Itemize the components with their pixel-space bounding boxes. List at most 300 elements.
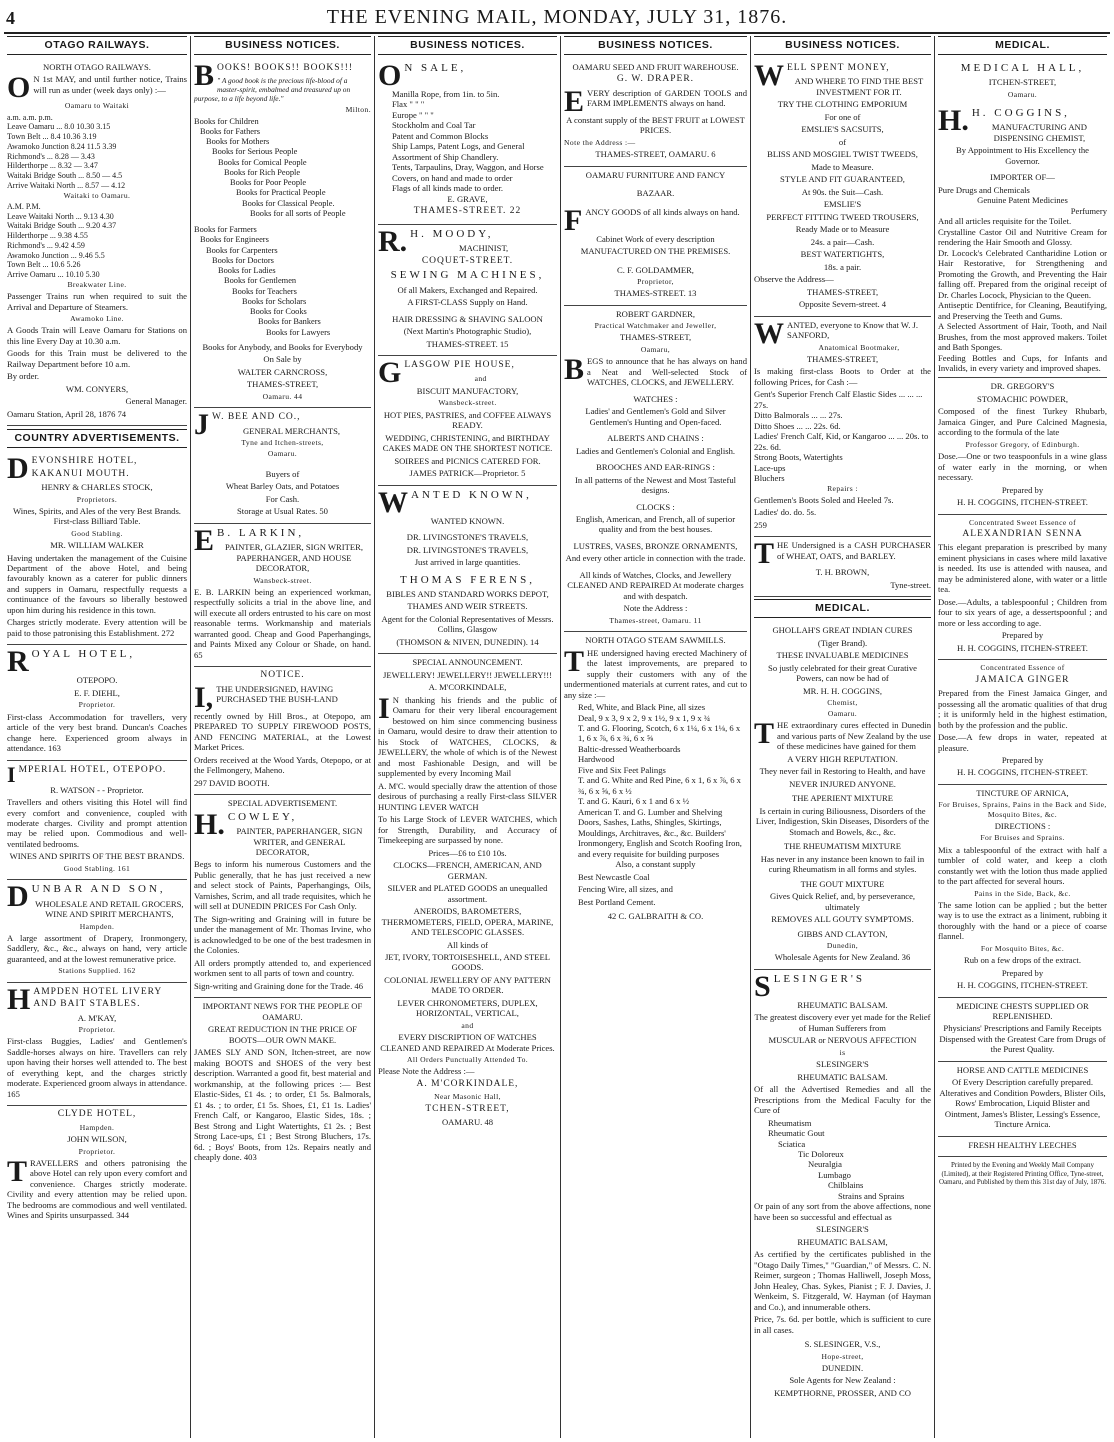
ad-title: NORTH OTAGO RAILWAYS.	[43, 61, 151, 72]
ad-text: Charges strictly moderate. Every attention will be paid to those patronising this Establishment. 272	[7, 617, 187, 638]
drop-cap: O	[378, 58, 402, 92]
ad-text: Good Stabling.	[71, 528, 123, 538]
ad-date: Oamaru Station, April 28, 1876 74	[7, 408, 127, 419]
ad-text: SILVER and PLATED GOODS an unequalled assortment.	[387, 883, 548, 904]
ad-text: BLISS AND MOSGIEL TWIST TWEEDS,	[767, 149, 918, 160]
ad-text: ANCY GOODS of all kinds always on hand.	[585, 206, 740, 217]
ad-role: Proprietor.	[78, 700, 116, 710]
ad-street: ITCHEN-STREET,	[988, 77, 1057, 88]
ad-text: EMSLIE'S	[823, 199, 862, 210]
subheading: Awamoko Line.	[70, 314, 124, 323]
ad-heading: THE APERIENT MIXTURE	[791, 793, 894, 804]
masthead-title: THE EVENING MAIL, MONDAY, JULY 31, 1876.	[326, 6, 788, 28]
list-item: Ditto Shoes ... ... 22s. 6d.	[754, 420, 841, 431]
ad-text: This elegant preparation is prescribed by many eminent physicians in cases where mild laxative is needed. Its use is attended with nausea, and may be administered alone, with water or a little tea.	[938, 542, 1107, 595]
ad-title: TINCTURE OF ARNICA,	[976, 787, 1069, 798]
ad-subtitle: (Tiger Brand).	[817, 637, 868, 648]
ad-text: Sign-writing and Graining done for the Trade. 46	[194, 980, 363, 991]
ad-text: As certified by the certificates published in the "Otago Daily Times," "Guardian," of Messrs. C. N. Reimer, surgeon ; Thomas Halliwell, Joseph Moss, John Healey, Chas. Sykes, Pianist ; F. J. Davies, J. Wenkeim, S. Fitzgerald, W. Hayman (of Hayman and Co.), and innumerable others.	[754, 1249, 931, 1312]
ad-books	[194, 59, 371, 408]
ad-place: OTEPOPO.	[76, 675, 118, 686]
ad-text: and	[474, 373, 487, 383]
ad-owner: WALTER CARNCROSS,	[237, 366, 328, 377]
drop-cap: R	[7, 645, 29, 679]
list-item: Books for Ladies	[218, 266, 276, 276]
ad-owner: JOHN WILSON,	[67, 1134, 127, 1145]
ad-place: Oamaru. 44	[262, 391, 303, 401]
ad-ghollah-cures	[754, 622, 931, 970]
list-item: Strong Boots, Watertights	[754, 452, 843, 463]
ad-subtitle: Practical Watchmaker and Jeweller,	[594, 321, 717, 331]
ad-text: English, American, and French, all of superior quality and from the best houses.	[575, 514, 736, 535]
ad-place: Hampden.	[79, 921, 115, 931]
ad-title: OOKS! BOOKS!! BOOKS!!!	[217, 62, 354, 73]
timetable-heading: Oamaru to Waitaki	[64, 101, 130, 111]
ad-text: Stations Supplied. 162	[58, 966, 136, 976]
ad-text: Fencing Wire, all sizes, and	[578, 884, 673, 895]
ad-horse-cattle	[938, 1062, 1107, 1137]
ad-heading: BROOCHES AND EAR-RINGS :	[596, 462, 715, 473]
list-item: Books for all sorts of People	[250, 208, 346, 218]
section-header: COUNTRY ADVERTISEMENTS.	[7, 429, 187, 448]
ad-heading: RHEUMATIC BALSAM.	[797, 1071, 888, 1082]
ad-text: Observe the Address—	[754, 274, 834, 285]
ad-place: Hampden.	[79, 1122, 115, 1132]
list-item: Feeding Bottles and Cups, for Infants and Invalids, in every variety and improved shapes.	[938, 352, 1107, 373]
ad-street: THAMES-STREET. 22	[413, 206, 522, 217]
timetable-row: Hilderthorpe ... 9.38 4.55	[7, 231, 88, 241]
ad-heading: SLESINGER'S	[816, 1224, 869, 1235]
ad-street: Thames-street, Oamaru. 11	[609, 615, 702, 625]
list-item: Books for Poor People	[230, 178, 307, 188]
timetable-row: Waitaki Bridge South ... 9.20 4.37	[7, 221, 117, 231]
ad-text: The Sign-writing and Graining will in future be under the management of Mr. Thomas Irvine, who is acknowledged to be one of the best tradesmen in the Colonies.	[194, 913, 371, 956]
ad-text: Prepared from the Finest Jamaica Ginger, and possessing all the aromatic qualities of that drug ; it is uniformly held in the highest estimation, both by the profession and the public.	[938, 688, 1107, 730]
ad-place: Dunedin,	[826, 941, 859, 951]
list-item: Books for Classical People.	[242, 198, 335, 208]
ad-text: In all patterns of the Newest and Most Tasteful designs.	[574, 474, 737, 496]
ad-signature: 297 DAVID BOOTH.	[194, 777, 270, 788]
ad-text: A large assortment of Drapery, Ironmongery, Saddlery, &c., &c., always on hand, very article guaranteed, and at the lowest remunerative price.	[7, 932, 187, 964]
ad-text: CLOCKS—FRENCH, AMERICAN, AND GERMAN.	[393, 860, 542, 881]
ad-slesinger-balsam	[754, 970, 931, 1404]
drop-cap: E	[194, 523, 215, 557]
list-item: Books for Children	[194, 116, 259, 126]
ad-jamaica-ginger	[938, 660, 1107, 785]
ad-text: For Cash.	[265, 493, 300, 504]
ad-subtitle: PAINTER, GLAZIER, SIGN WRITER, PAPERHANGER, AND HOUSE DECORATOR,	[225, 542, 363, 574]
ad-text: Ladies' and Gentlemen's Gold and Silver Gentlemen's Hunting and Open-faced.	[585, 406, 726, 427]
ad-title: CLYDE HOTEL,	[57, 1109, 137, 1120]
ad-heading: CLOCKS :	[636, 501, 675, 512]
ad-title: EVONSHIRE HOTEL, KAKANUI MOUTH.	[31, 455, 138, 479]
timetable-row: Richmond's ... 9.42 4.59	[7, 240, 85, 250]
ad-title: H. MOODY,	[410, 227, 494, 240]
drop-cap: W	[754, 316, 784, 350]
list-item: Ship Lamps, Patent Logs, and General Assortment of Ship Chandlery.	[392, 141, 525, 162]
ad-heading: RHEUMATIC BALSAM,	[797, 1236, 888, 1247]
ad-place: Oamaru.	[267, 449, 298, 459]
ad-text: Also, a constant supply	[615, 859, 696, 870]
ad-text: Having undertaken the management of the Cuisine Department of the above Hotel, and being favourably known as a caterer for public dinners and suppers in Oamaru, respectfully requests a continuance of the favours so liberally bestowed upon him during his residence in this town.	[7, 552, 187, 615]
ad-text: VERY description of GARDEN TOOLS and FARM IMPLEMENTS always on hand.	[587, 87, 747, 109]
ad-street: Wansbeck-street.	[438, 398, 497, 408]
list-item: Pure Drugs and Chemicals	[938, 184, 1030, 195]
ad-title: W. BEE AND CO.,	[212, 412, 301, 423]
list-item: Chilblains	[828, 1180, 864, 1191]
ad-bee-and-co	[194, 408, 371, 524]
ad-heading: IMPORTER OF—	[990, 172, 1055, 183]
list-item: Lumbago	[818, 1169, 851, 1180]
ad-street: THAMES-STREET,	[619, 332, 692, 343]
newspaper-columns	[4, 36, 1110, 1438]
list-item: Books for Engineers	[200, 235, 269, 245]
ad-title: THE UNDERSIGNED, HAVING PURCHASED THE BUSH-LAND	[216, 683, 338, 705]
ad-title: OYAL HOTEL,	[31, 648, 136, 661]
ad-text: And every other article in connection with the trade.	[565, 553, 746, 564]
list-item: Ladies' do. do. 5s.	[754, 507, 817, 518]
ad-alexandrian-senna	[938, 515, 1107, 661]
ad-dunbar	[7, 880, 187, 982]
ad-text: Orders received at the Wood Yards, Otepopo, or at the Fellmongery, Maheno.	[194, 754, 371, 776]
timetable-row: Arrive Oamaru ... 10.10 5.30	[7, 270, 100, 280]
drop-cap: H.	[194, 807, 225, 841]
list-item: Five and Six Feet Palings	[578, 764, 666, 775]
timetable-row: Town Belt ... 10.6 5.26	[7, 260, 81, 270]
ad-furniture-bazaar	[564, 167, 747, 306]
timetable-row: Awamoko Junction ... 9.46 5.5	[7, 250, 105, 260]
drop-cap: T	[7, 1154, 28, 1188]
ad-hampden-hotel	[7, 983, 187, 1107]
ad-text: ANEROIDS, BAROMETERS, THERMOMETERS, FIELD, OPERA, MARINE, AND TELESCOPIC GLASSES.	[381, 906, 554, 938]
list-item: Doors, Sashes, Laths, Shingles, Skirtings, Mouldings, Architraves, &c., &c. Builders' Ironmongery, English and Scotch Roofing Iron, and every requisite for building purposes	[578, 817, 742, 859]
ad-street: Tyne-street.	[890, 579, 931, 590]
ad-street: TCHEN-STREET,	[425, 1103, 510, 1114]
ad-text: and	[461, 1020, 474, 1030]
ad-role: Proprietor.	[78, 1146, 116, 1156]
ad-text: Wheat Barley Oats, and Potatoes	[225, 481, 340, 492]
list-item: Books for Bankers	[258, 317, 321, 327]
ad-owner: H. COGGINS,	[971, 106, 1070, 119]
list-item: Books for Teachers	[232, 286, 297, 296]
list-item: Books for Farmers	[194, 225, 257, 235]
ad-subtitle: GREAT REDUCTION IN THE PRICE OF BOOTS—OUR OWN MAKE.	[208, 1024, 357, 1045]
ad-owner: JAMES PATRICK—Proprietor. 5	[409, 468, 526, 479]
ad-text: Buyers of	[265, 468, 300, 479]
ad-subtitle: BISCUIT MANUFACTORY,	[416, 386, 519, 396]
list-item: Perfumery	[1070, 205, 1107, 216]
ad-text: Prepared by	[1001, 484, 1044, 495]
drop-cap: H.	[938, 103, 969, 137]
ad-text: Note the Address :	[623, 603, 688, 614]
list-item: Books for Carpenters	[206, 245, 278, 255]
ad-subheading: For Bruises and Sprains.	[980, 833, 1065, 843]
ad-text: Wholesale Agents for New Zealand. 36	[774, 952, 911, 963]
ad-heading: HAIR DRESSING & SHAVING SALOON	[392, 313, 543, 324]
ad-title: ANTED KNOWN,	[411, 488, 532, 501]
ad-text: A FIRST-CLASS Supply on Hand.	[407, 297, 528, 308]
ad-heading: SPECIAL ANNOUNCEMENT.	[412, 657, 523, 668]
timetable-row: Waitaki Bridge South ... 8.50 — 4.5	[7, 171, 123, 181]
subheading: Breakwater Line.	[67, 279, 127, 289]
section-header: OTAGO RAILWAYS.	[7, 36, 187, 55]
list-item: Europe " " "	[392, 109, 434, 120]
drop-cap: O	[7, 71, 31, 105]
ad-text: Gives Quick Relief, and, by perseverance, ultimately	[769, 891, 916, 912]
ad-text: WINES AND SPIRITS OF THE BEST BRANDS.	[9, 851, 185, 862]
ad-text: Please Note the Address :—	[378, 1066, 475, 1077]
drop-cap: I,	[194, 680, 214, 714]
ad-text: A. M'C. would specially draw the attention of those desirous of purchasing a really First-class SILVER HUNTING LEVER WATCH	[378, 780, 557, 812]
ad-owner: T. H. BROWN,	[815, 567, 870, 578]
list-item: Ditto Balmorals ... ... 27s.	[754, 410, 843, 421]
ad-text: Books for Anybody, and Books for Everybody	[202, 341, 363, 352]
list-item: Tic Doloreux	[798, 1149, 844, 1159]
timetable-row: Leave Oamaru ... 8.0 10.30 3.15	[7, 122, 111, 132]
ad-text: HE extraordinary cures effected in Dunedin and various parts of New Zealand by the use of these medicines have gained for them	[777, 720, 931, 752]
ad-text: 24s. a pair—Cash.	[810, 236, 875, 247]
ad-owner: A. M'CORKINDALE,	[416, 1078, 519, 1089]
drop-cap: W	[378, 485, 408, 519]
section-header: MEDICAL.	[754, 599, 931, 618]
ad-text: Composed of the finest Turkey Rhubarb, Jamaica Ginger, and Pure Calcined Magnesia, according to the formula of the late	[938, 406, 1107, 438]
ad-heading: DIRECTIONS :	[994, 820, 1051, 831]
ad-text: By order.	[7, 371, 39, 382]
list-item: Gentlemen's Boots Soled and Heeled 7s.	[754, 494, 894, 505]
ad-text: E. B. LARKIN being an experienced workman, respectfully solicits a trial in the above line, and will execute all orders entrusted to his care on most reasonable terms. Workmanship and materials warranted good. Cheap and Good Paperhangings, and Paints Mixed any Colour or Shade, on hand. 65	[194, 586, 371, 660]
ad-street: Wansbeck-street.	[253, 575, 312, 585]
ad-role: Proprietor,	[637, 276, 674, 286]
ad-royal-hotel	[7, 645, 187, 760]
ad-place: Oamaru.	[827, 709, 858, 719]
ad-text: Best Portland Cement.	[578, 896, 656, 907]
list-item: Sciatica	[778, 1138, 806, 1149]
section-header: MEDICAL.	[938, 36, 1107, 55]
ad-street: Hope-street,	[821, 1351, 864, 1361]
ad-title: OAMARU SEED AND FRUIT WAREHOUSE.	[572, 61, 739, 72]
ad-text: N 1st MAY, and until further notice, Trains will run as under (week days only) :—	[33, 74, 187, 95]
ad-text: Dose.—Adults, a tablespoonful ; Children from four to six years of age, a dessertspoonful ; and more or less according to age.	[938, 596, 1107, 628]
ad-title: LESINGER'S	[773, 972, 865, 985]
ad-heading: JEWELLERY! JEWELLERY!! JEWELLERY!!!	[383, 669, 552, 680]
drop-cap: T	[754, 717, 775, 751]
ad-street: THAMES-STREET,	[806, 353, 879, 364]
ad-heading: SPECIAL ADVERTISEMENT.	[227, 798, 338, 809]
list-item: Dr. Locock's Celebrated Cantharidine Lotion or Hair Restorative, for Strengthening and Promoting the Growth, and Preventing the Hair falling off. Prepared from the original receipt of Dr. Charles Locock, Physician to the Queen.	[938, 247, 1107, 300]
list-item: Flags of all kinds made to order.	[392, 183, 503, 194]
ad-text: A Goods Train will Leave Oamaru for Stations on this line Every Day at 10.30 a.m.	[7, 325, 187, 346]
list-item: Manilla Rope, from 1in. to 5in.	[392, 88, 500, 99]
ad-street: Near Masonic Hall,	[434, 1092, 501, 1102]
ad-text: HE undersigned having erected Machinery of the latest improvements, are prepared to supply their customers with any of the undermentioned materials at current rates, and cut to any size :—	[564, 647, 747, 700]
ad-owner: MR. H. H. COGGINS,	[802, 685, 883, 696]
ad-owner: E. GRAVE,	[447, 193, 488, 204]
ad-heading: Repairs :	[827, 483, 858, 493]
ad-title: MEDICINE CHESTS SUPPLIED OR REPLENISHED.	[956, 1000, 1089, 1021]
ad-role: Proprietors.	[76, 494, 118, 504]
ad-text: Agent for the Colonial Representatives of Messrs. Collins, Glasgow	[381, 613, 554, 635]
list-item: Tents, Tarpaulins, Dray, Waggon, and Horse Covers, on hand and made to order	[392, 162, 544, 183]
ad-devonshire-hotel	[7, 452, 187, 645]
ad-heading: MUSCULAR or NERVOUS AFFECTION	[768, 1035, 917, 1046]
ad-owner: THOMAS FERENS,	[400, 573, 535, 586]
list-item: Neuralgia	[808, 1159, 842, 1170]
ad-heading: LUSTRES, VASES, BRONZE ORNAMENTS,	[573, 540, 738, 551]
ad-text: Has never in any instance been known to fail in curing Rheumatism in all forms and styles.	[760, 853, 925, 875]
timetable-row: Town Belt ... 8.4 10.36 3.19	[7, 132, 97, 142]
ad-title: MPERIAL HOTEL, OTEPOPO.	[18, 764, 167, 775]
ad-owner: H. H. COGGINS, ITCHEN-STREET.	[957, 980, 1088, 991]
ad-title: ANTED, everyone to Know that W. J. SANFORD,	[787, 319, 919, 341]
ad-heading: Concentrated Sweet Essence of	[968, 517, 1077, 527]
ad-subheading: For Mosquito Bites, &c.	[980, 943, 1065, 953]
ad-title: GHOLLAH'S GREAT INDIAN CURES	[772, 625, 913, 636]
drop-cap: H	[7, 982, 31, 1016]
ad-steam-sawmills	[564, 632, 747, 928]
ad-subtitle: STOMACHIC POWDER,	[976, 393, 1069, 404]
ad-subtitle: Anatomical Bootmaker,	[818, 342, 900, 352]
ad-text: WEDDING, CHRISTENING, and BIRTHDAY CAKES MADE ON THE SHORTEST NOTICE.	[382, 432, 553, 454]
list-item: Patent and Common Blocks	[392, 130, 489, 141]
ad-text: Dose.—One or two teaspoonfuls in a wine glass of water early in the morning, or when necessary.	[938, 451, 1107, 483]
list-item: Books for Serious People	[212, 147, 298, 157]
ad-title: FRESH HEALTHY LEECHES	[968, 1139, 1077, 1150]
ad-leeches	[938, 1137, 1107, 1157]
ad-text: By Appointment to His Excellency the Governor.	[956, 145, 1089, 166]
ad-quote-author: Milton.	[345, 105, 371, 115]
ad-heading: WATCHES :	[633, 393, 678, 404]
ad-street: THAMES-STREET,	[806, 286, 879, 297]
list-item: Books for Fathers	[200, 126, 261, 136]
ad-title: ALEXANDRIAN SENNA	[962, 528, 1083, 539]
ad-text: EMSLIE'S SACSUITS,	[801, 124, 884, 135]
ad-cowley	[194, 795, 371, 998]
column-5	[750, 36, 934, 1438]
ad-heading: THE RHEUMATISM MIXTURE	[784, 841, 901, 852]
ad-owner: E. F. DIEHL,	[74, 687, 120, 698]
ad-street: THAMES-STREET. 13	[614, 288, 697, 299]
ad-text: On Sale by	[263, 354, 302, 365]
ad-text: Made to Measure.	[811, 161, 874, 172]
ad-text: Prepared by	[1001, 754, 1044, 765]
ad-text: Professor Gregory, of Edinburgh.	[965, 439, 1080, 449]
ad-title: OAMARU FURNITURE AND FANCY	[585, 169, 726, 180]
ad-imperial-hotel	[7, 761, 187, 881]
ad-text: Passenger Trains run when required to suit the Arrival and Departure of Steamers.	[7, 291, 187, 312]
ad-heading: SLESINGER'S	[816, 1059, 869, 1070]
ad-sly-and-son	[194, 998, 371, 1168]
timetable-row: Arrive Waitaki North ... 8.57 — 4.12	[7, 180, 126, 190]
ad-owner: R. WATSON - - Proprietor.	[50, 784, 144, 795]
ad-owner: C. F. GOLDAMMER,	[617, 264, 694, 275]
ad-text: Dose.—A few drops in water, repeated at pleasure.	[938, 732, 1107, 753]
ad-role: Proprietor.	[78, 1025, 116, 1035]
ad-text: At 90s. the Suit—Cash.	[801, 186, 884, 197]
ad-title: JAMAICA GINGER	[975, 674, 1070, 685]
ad-medicine-chests	[938, 998, 1107, 1062]
ad-brown	[754, 537, 931, 597]
ad-subtitle: MR. WILLIAM WALKER	[50, 540, 144, 551]
timetable-row: Richmond's ... 8.28 — 3.43	[7, 151, 95, 161]
ad-signature: WM. CONYERS,	[65, 383, 129, 394]
ad-text: All Orders Punctually Attended To.	[406, 1055, 529, 1065]
ad-street: THAMES-STREET. 15	[426, 338, 509, 349]
ad-street: THAMES-STREET, OAMARU. 6	[595, 149, 716, 160]
drop-cap: D	[7, 880, 29, 914]
ad-heading: IMPORTANT NEWS FOR THE PEOPLE OF OAMARU.	[202, 1001, 363, 1022]
drop-cap: I	[378, 691, 390, 725]
ad-text: Note the Address :—	[564, 137, 636, 147]
ad-text: Just arrived in large quantities.	[414, 557, 521, 568]
ad-owner: A. M'CORKINDALE,	[428, 682, 507, 693]
drop-cap: T	[564, 644, 585, 678]
ad-title: LASGOW PIE HOUSE,	[404, 360, 515, 370]
column-2	[190, 36, 374, 1438]
ad-subtitle: BIBLES AND STANDARD WORKS DEPOT,	[386, 588, 549, 599]
drop-cap: G	[378, 356, 402, 389]
ad-text: Goods for this Train must be delivered to the Railway Department before 10 a.m.	[7, 348, 187, 369]
masthead-rule	[4, 32, 1110, 34]
ad-text: Prepared by	[1001, 630, 1044, 641]
ad-text: Or pain of any sort from the above affections, none have been so successful and effectual as	[754, 1201, 931, 1222]
list-item: T. and G. Kauri, 6 x 1 and 6 x ½	[578, 796, 690, 807]
ad-text: PERFECT FITTING TWEED TROUSERS,	[766, 211, 919, 222]
ad-text: MANUFACTURED ON THE PREMISES.	[580, 246, 731, 257]
list-item: Genuine Patent Medicines	[977, 195, 1068, 206]
ad-text: Travellers and others visiting this Hotel will find every comfort and convenience, coupled with moderate charges. Civility and prompt attention may be relied upon. Commodious and well-ventilated bedrooms.	[7, 797, 187, 849]
ad-place: OAMARU. 48	[441, 1117, 494, 1128]
section-header: BUSINESS NOTICES.	[378, 36, 557, 55]
ad-well-spent-money	[754, 59, 931, 317]
ad-owner: H. H. COGGINS, ITCHEN-STREET.	[957, 497, 1088, 508]
ad-title: N SALE,	[404, 61, 467, 74]
ad-text: Is making first-class Boots to Order at the following Prices, for Cash :—	[754, 366, 931, 387]
ad-role: Chemist,	[827, 697, 858, 707]
ad-text: All kinds of Watches, Clocks, and Jewellery CLEANED AND REPAIRED At moderate charges and with despatch.	[567, 569, 744, 601]
ad-text: RAVELLERS and others patronising the above Hotel can rely upon every comfort and convenience. Charges strictly moderate. Civility and every attention may be relied upon. The bedrooms are commodious and well ventilated. Wines and Spirits unsurpassed. 344	[7, 1157, 187, 1221]
ad-glasgow-pie-house	[378, 356, 557, 486]
ad-heading: THESE INVALUABLE MEDICINES	[776, 650, 909, 661]
ad-text: First-class Accommodation for travellers, very article of the very best brand. Duncan's Coaches change here. Experienced groom always in attendance. 163	[7, 711, 187, 754]
ad-title: ROBERT GARDNER,	[615, 308, 696, 319]
list-item: Baltic-dressed Weatherboards	[578, 743, 681, 754]
drop-cap: W	[754, 58, 784, 92]
ad-text: Ready Made or to Measure	[795, 224, 890, 235]
list-item: Books for Lawyers	[266, 327, 331, 337]
ad-sanford	[754, 317, 931, 538]
ad-subtitle: GENERAL MERCHANTS,	[242, 425, 341, 436]
list-item: T. and G. Flooring, Scotch, 6 x 1¼, 6 x 1⅛, 6 x 1, 6 x ⅞, 6 x ¾, 6 x ⅝	[578, 723, 741, 744]
ad-owner: H. H. COGGINS, ITCHEN-STREET.	[957, 767, 1088, 778]
ad-text: SOIREES and PICNICS CATERED FOR.	[394, 455, 541, 466]
drop-cap: R.	[378, 224, 408, 258]
ad-text: Rub on a few drops of the extract.	[964, 955, 1081, 966]
ad-text: Cabinet Work of every description	[596, 233, 715, 244]
timetable-row: a.m. a.m. p.m.	[7, 112, 53, 122]
list-item: Gent's Superior French Calf Elastic Sides ... ... ... 27s.	[754, 389, 923, 410]
list-item: Bluchers	[754, 473, 785, 484]
list-item: Stockholm and Coal Tar	[392, 120, 476, 131]
list-item: Red, White, and Black Pine, all sizes	[578, 702, 706, 713]
ad-subtitle: AND WHERE TO FIND THE BEST INVESTMENT FOR IT.	[794, 76, 924, 97]
drop-cap: F	[564, 203, 583, 237]
ad-place: Oamaru,	[640, 344, 671, 354]
ad-text: Price, 7s. 6d. per bottle, which is sufficient to cure in all cases.	[754, 1314, 931, 1335]
ad-text: First-class Buggies, Ladies' and Gentlemen's Saddle-horses always on hire. Travellers can rely upon having their horses well attended to. The best of everything kept, and the charges strictly moderate. Experienced groom always in attendance. 165	[7, 1036, 187, 1099]
ad-text: is	[839, 1047, 846, 1057]
ad-moody	[378, 225, 557, 356]
page-number: 4	[6, 8, 15, 28]
